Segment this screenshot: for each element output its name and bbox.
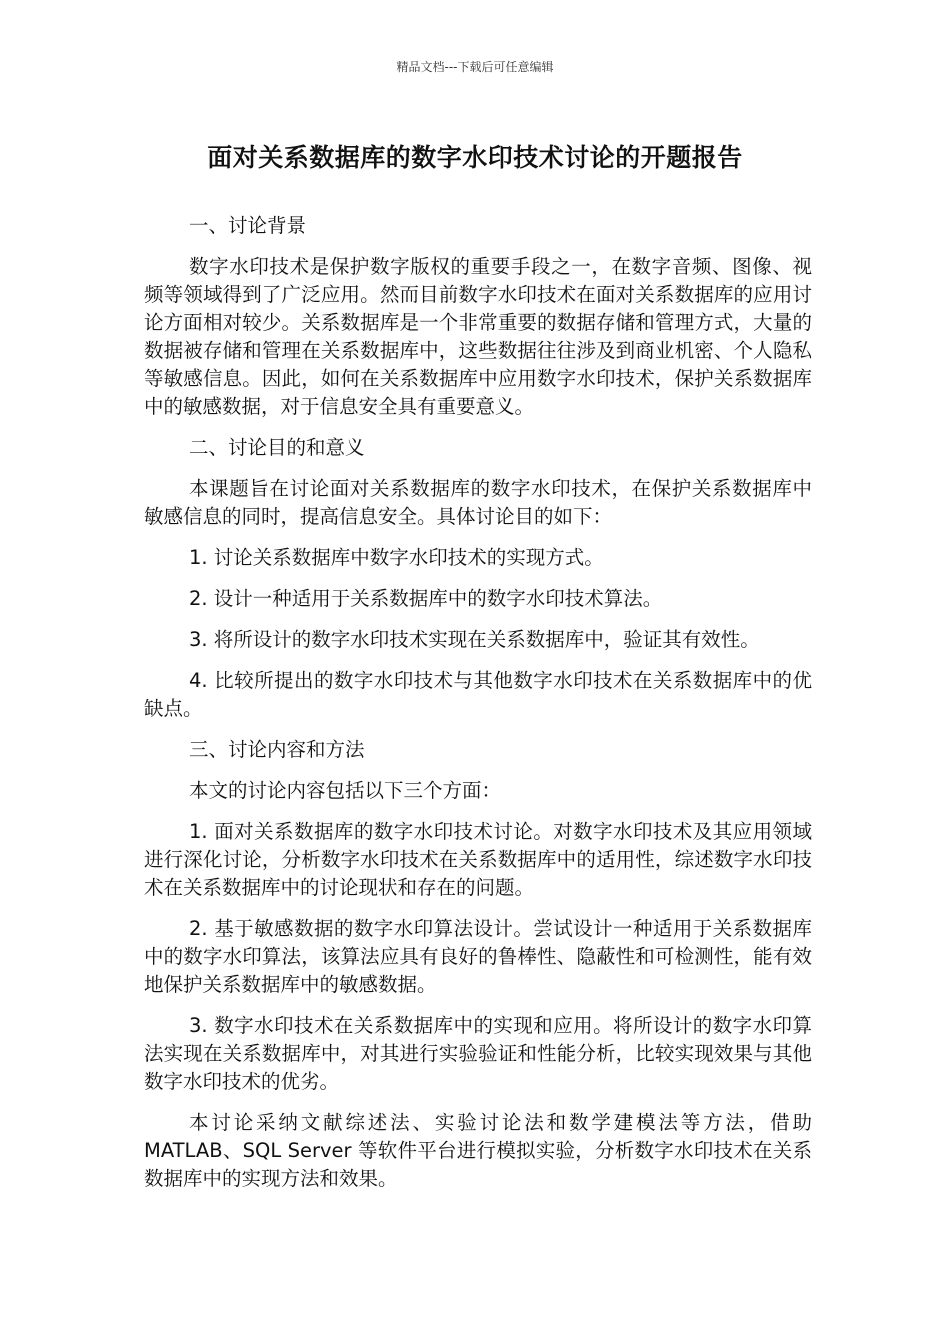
paragraph-purpose-intro: 本课题旨在讨论面对关系数据库的数字水印技术，在保护关系数据库中敏感信息的同时，提高信息安全。具体讨论目的如下：	[144, 477, 812, 528]
list-item-content-1: 1. 面对关系数据库的数字水印技术讨论。对数字水印技术及其应用领域进行深化讨论，分析数字水印技术在关系数据库中的适用性，综述数字水印技术在关系数据库中的讨论现状和存在的问题。	[144, 820, 812, 899]
list-item-purpose-3: 3. 将所设计的数字水印技术实现在关系数据库中，验证其有效性。	[189, 628, 760, 651]
paragraph-methods: 本讨论采纳文献综述法、实验讨论法和数学建模法等方法，借助 MATLAB、SQL Server 等软件平台进行模拟实验，分析数字水印技术在关系数据库中的实现方法和效果。	[144, 1111, 812, 1190]
list-item-purpose-2: 2. 设计一种适用于关系数据库中的数字水印技术算法。	[189, 587, 663, 610]
list-item-purpose-1: 1. 讨论关系数据库中数字水印技术的实现方式。	[189, 546, 604, 569]
header-note: 精品文档---下载后可任意编辑	[396, 60, 554, 74]
list-item-content-2: 2. 基于敏感数据的数字水印算法设计。尝试设计一种适用于关系数据库中的数字水印算法，该算法应具有良好的鲁棒性、隐蔽性和可检测性，能有效地保护关系数据库中的敏感数据。	[144, 917, 812, 996]
document-body	[144, 212, 812, 1206]
list-item-purpose-4: 4. 比较所提出的数字水印技术与其他数字水印技术在关系数据库中的优缺点。	[144, 669, 812, 720]
section-heading-purpose: 二、讨论目的和意义	[189, 436, 365, 459]
section-heading-background: 一、讨论背景	[189, 214, 307, 237]
list-item-content-3: 3. 数字水印技术在关系数据库中的实现和应用。将所设计的数字水印算法实现在关系数据库中，对其进行实验验证和性能分析，比较实现效果与其他数字水印技术的优劣。	[144, 1014, 812, 1093]
paragraph-content-intro: 本文的讨论内容包括以下三个方面：	[189, 779, 502, 802]
section-heading-content-methods: 三、讨论内容和方法	[189, 738, 365, 761]
paragraph-background: 数字水印技术是保护数字版权的重要手段之一，在数字音频、图像、视频等领域得到了广泛应用。然而目前数字水印技术在面对关系数据库的应用讨论方面相对较少。关系数据库是一个非常重要的数据存储和管理方式，大量的数据被存储和管理在关系数据库中，这些数据往往涉及到商业机密、个人隐私等敏感信息。因此，如何在关系数据库中应用数字水印技术，保护关系数据库中的敏感数据，对于信息安全具有重要意义。	[144, 255, 812, 418]
document-title: 面对关系数据库的数字水印技术讨论的开题报告	[207, 143, 743, 172]
